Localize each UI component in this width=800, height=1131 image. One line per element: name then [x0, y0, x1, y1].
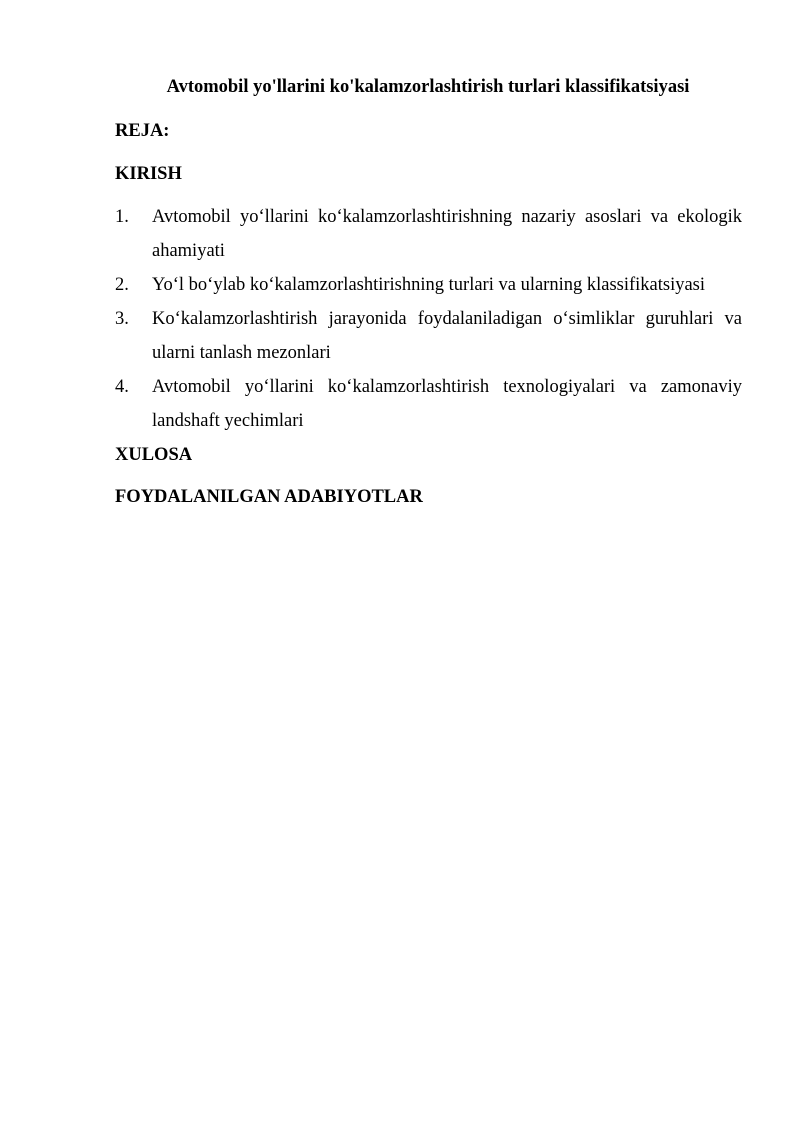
toc-item-1	[115, 200, 742, 268]
toc-item-3	[115, 302, 742, 370]
toc-item-text: Yo‘l bo‘ylab ko‘kalamzorlashtirishning turlari va ularning klassifikatsiyasi	[152, 275, 706, 295]
toc-item-text: Ko‘kalamzorlashtirish jarayonida foydalaniladigan o‘simliklar guruhlari va ularni tanlash mezonlari	[152, 309, 742, 363]
toc-item-number: 3.	[115, 309, 129, 329]
toc-item-text: Avtomobil yo‘llarini ko‘kalamzorlashtirishning nazariy asoslari va ekologik ahamiyati	[152, 207, 742, 261]
toc-item-2	[115, 268, 742, 302]
toc-item-text: Avtomobil yo‘llarini ko‘kalamzorlashtirish texnologiyalari va zamonaviy landshaft yechimlari	[152, 377, 742, 431]
introduction-heading: KIRISH	[115, 164, 182, 184]
plan-heading: REJA:	[115, 121, 170, 141]
references-heading: FOYDALANILGAN ADABIYOTLAR	[115, 487, 423, 507]
toc-item-number: 2.	[115, 275, 129, 295]
conclusion-heading: XULOSA	[115, 445, 193, 465]
table-of-contents	[115, 200, 742, 438]
toc-item-4	[115, 370, 742, 438]
toc-item-number: 4.	[115, 377, 129, 397]
toc-item-number: 1.	[115, 207, 129, 227]
document-title: Avtomobil yo'llarini ko'kalamzorlashtirish turlari klassifikatsiyasi	[166, 77, 690, 97]
